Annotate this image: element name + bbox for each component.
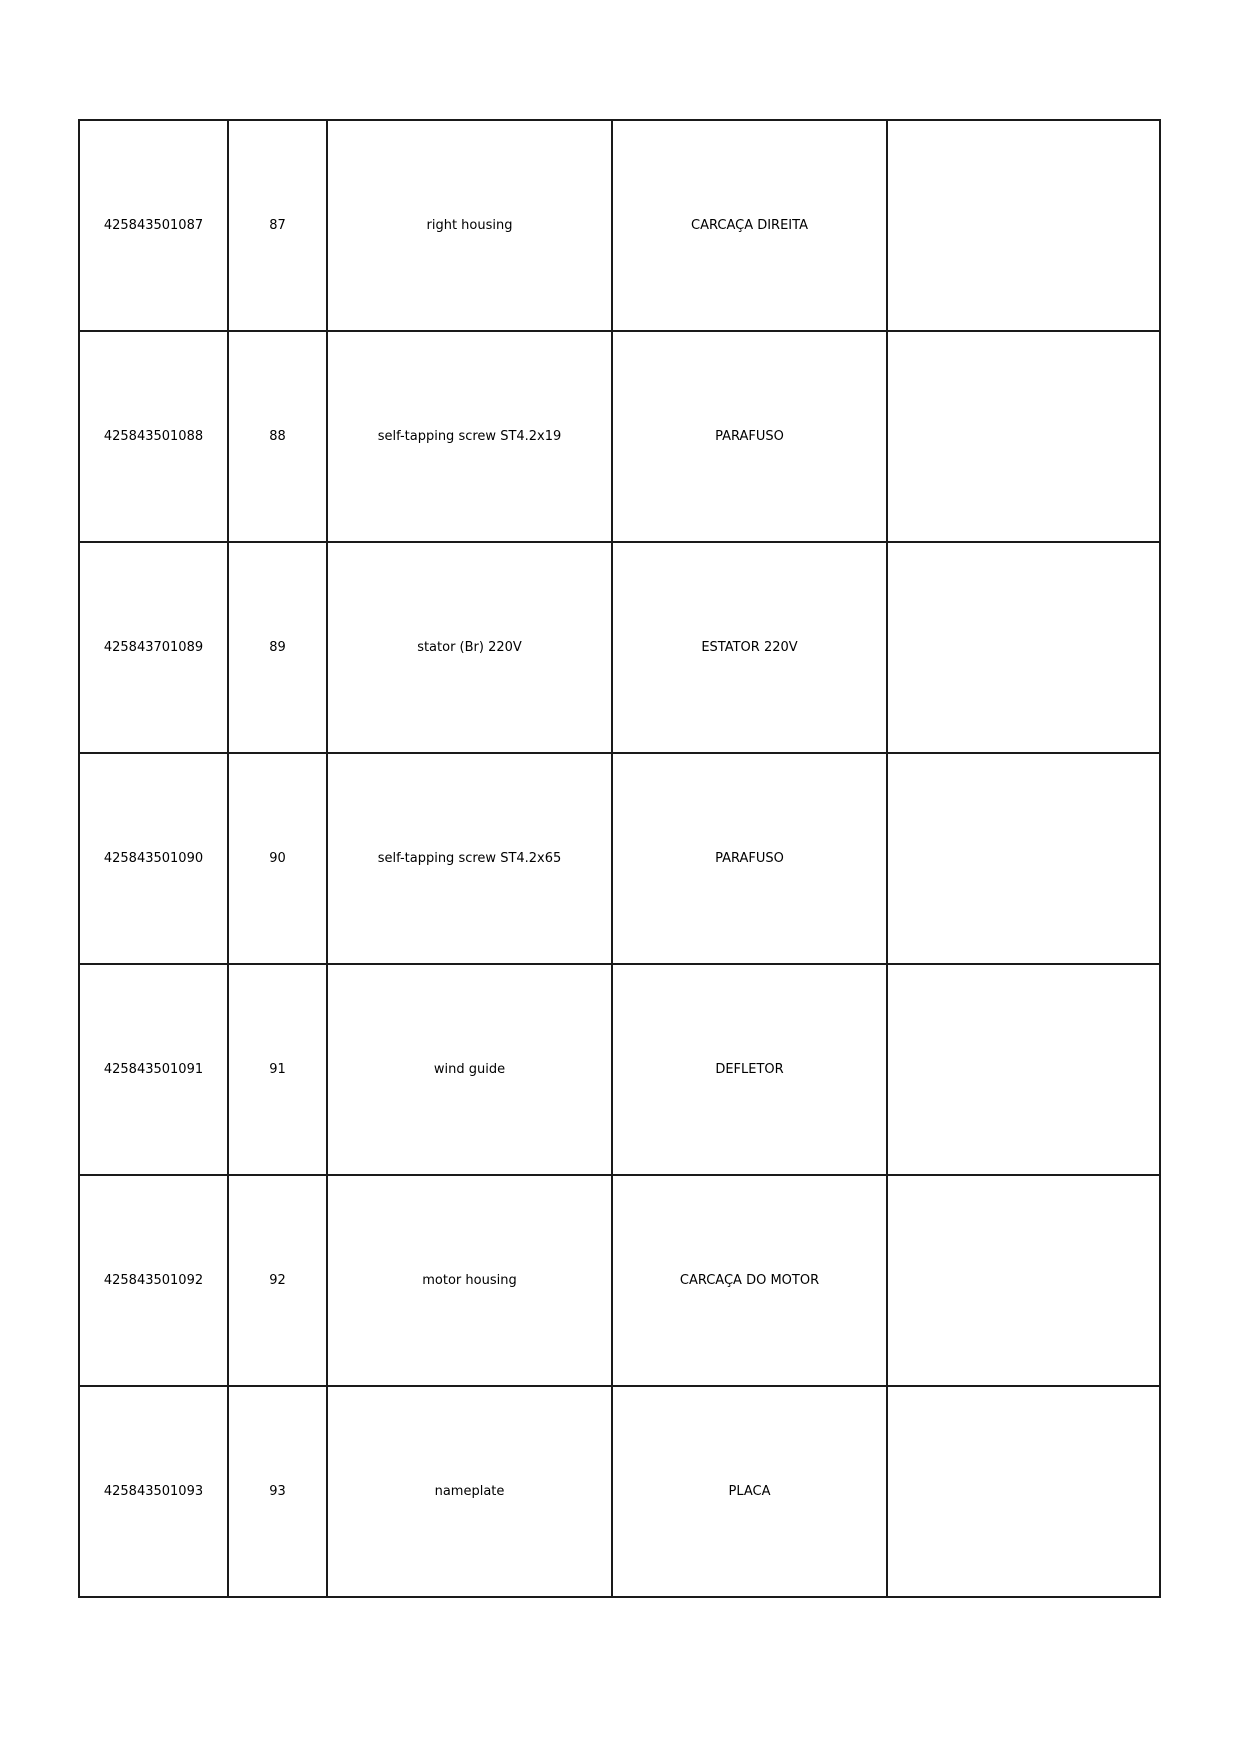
item-number-cell: 87 bbox=[228, 120, 327, 331]
part-code-cell: 425843501091 bbox=[79, 964, 228, 1175]
notes-cell bbox=[887, 964, 1160, 1175]
parts-table bbox=[78, 119, 1161, 1598]
notes-cell bbox=[887, 1175, 1160, 1386]
table-row bbox=[79, 542, 1160, 753]
description-en-cell: motor housing bbox=[327, 1175, 612, 1386]
notes-cell bbox=[887, 331, 1160, 542]
description-pt-cell: CARCAÇA DIREITA bbox=[612, 120, 887, 331]
part-code-cell: 425843501088 bbox=[79, 331, 228, 542]
item-number-cell: 88 bbox=[228, 331, 327, 542]
description-en-cell: wind guide bbox=[327, 964, 612, 1175]
item-number-cell: 90 bbox=[228, 753, 327, 964]
part-code-cell: 425843501090 bbox=[79, 753, 228, 964]
notes-cell bbox=[887, 120, 1160, 331]
item-number-cell: 89 bbox=[228, 542, 327, 753]
part-code-cell: 425843501092 bbox=[79, 1175, 228, 1386]
table-row bbox=[79, 331, 1160, 542]
description-en-cell: nameplate bbox=[327, 1386, 612, 1597]
item-number-cell: 93 bbox=[228, 1386, 327, 1597]
notes-cell bbox=[887, 1386, 1160, 1597]
description-pt-cell: ESTATOR 220V bbox=[612, 542, 887, 753]
table-row bbox=[79, 964, 1160, 1175]
description-pt-cell: CARCAÇA DO MOTOR bbox=[612, 1175, 887, 1386]
notes-cell bbox=[887, 753, 1160, 964]
part-code-cell: 425843501087 bbox=[79, 120, 228, 331]
description-pt-cell: PARAFUSO bbox=[612, 753, 887, 964]
part-code-cell: 425843501093 bbox=[79, 1386, 228, 1597]
description-en-cell: right housing bbox=[327, 120, 612, 331]
part-code-cell: 425843701089 bbox=[79, 542, 228, 753]
table-row bbox=[79, 1175, 1160, 1386]
item-number-cell: 92 bbox=[228, 1175, 327, 1386]
description-pt-cell: PARAFUSO bbox=[612, 331, 887, 542]
description-en-cell: self-tapping screw ST4.2x19 bbox=[327, 331, 612, 542]
table-row bbox=[79, 1386, 1160, 1597]
table-row bbox=[79, 120, 1160, 331]
description-pt-cell: PLACA bbox=[612, 1386, 887, 1597]
notes-cell bbox=[887, 542, 1160, 753]
item-number-cell: 91 bbox=[228, 964, 327, 1175]
description-pt-cell: DEFLETOR bbox=[612, 964, 887, 1175]
table-row bbox=[79, 753, 1160, 964]
description-en-cell: stator (Br) 220V bbox=[327, 542, 612, 753]
description-en-cell: self-tapping screw ST4.2x65 bbox=[327, 753, 612, 964]
